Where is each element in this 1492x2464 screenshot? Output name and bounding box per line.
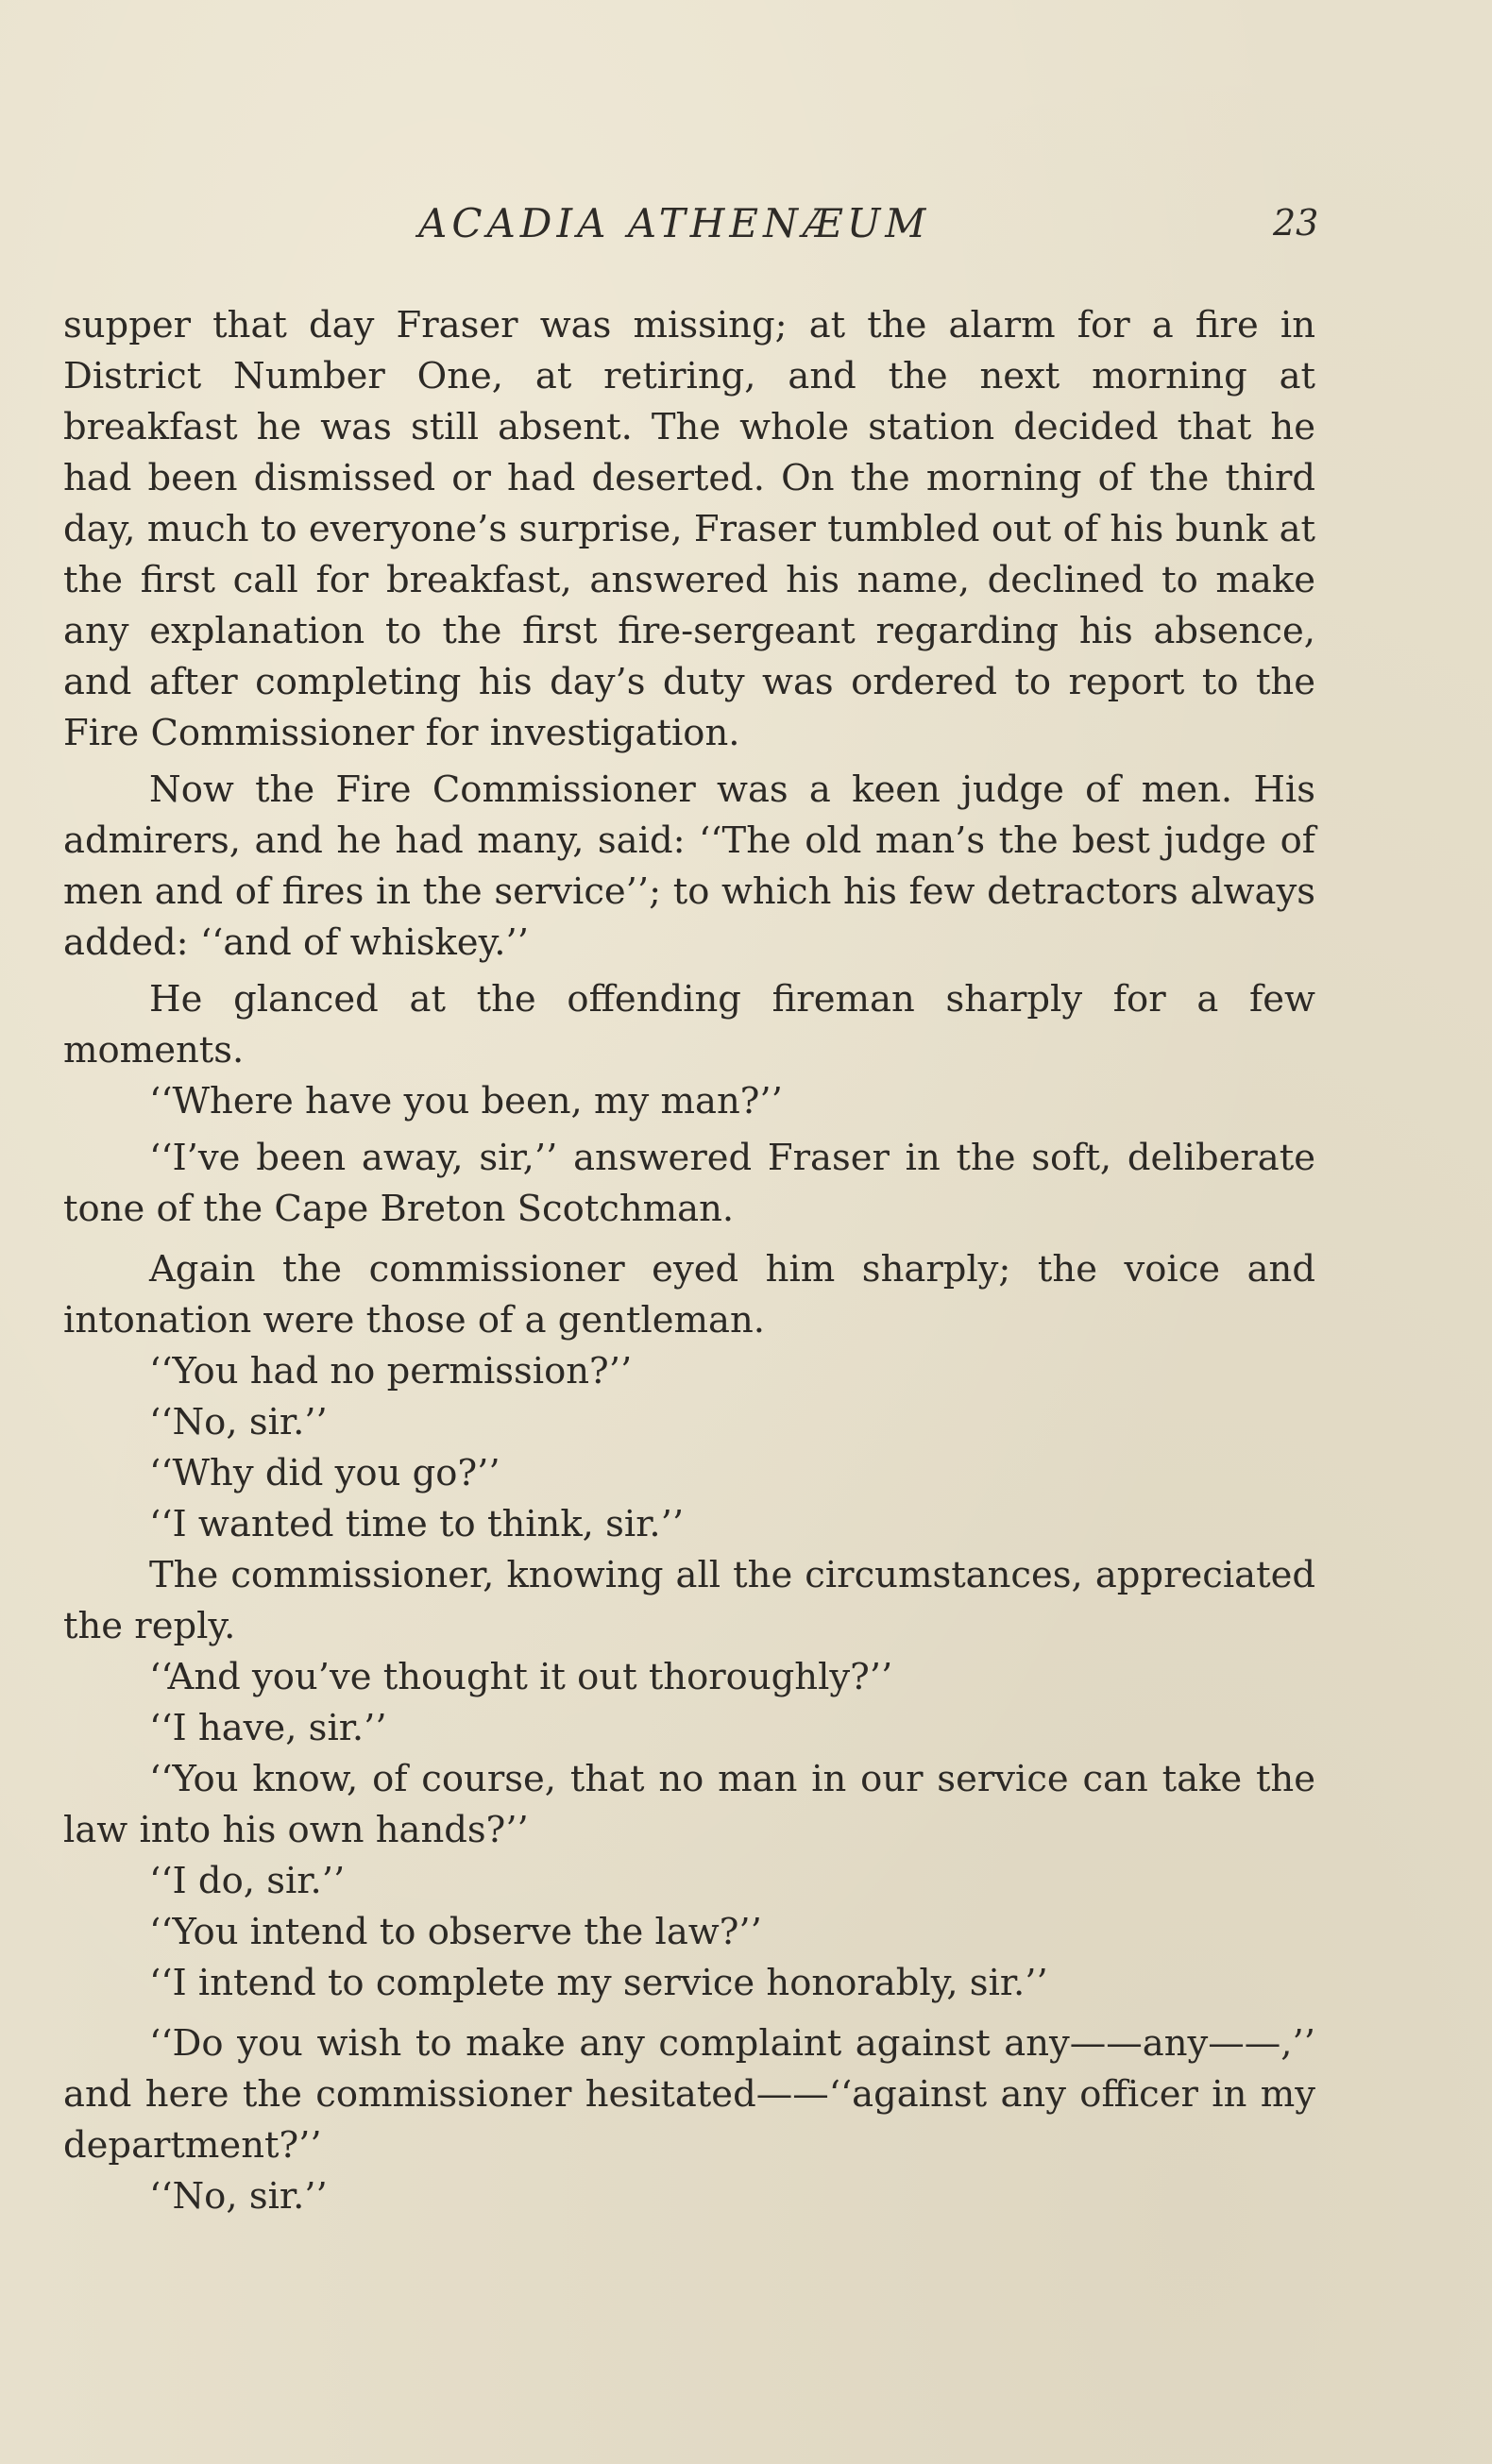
paragraph: Again the commissioner eyed him sharply; the voice and intonation were those of a gentleman. xyxy=(63,1248,1315,1342)
dialogue-line: ‘‘Do you wish to make any complaint against any——any——,’’ and here the commissioner hesitated——‘‘against any officer in my department?’’ xyxy=(63,2022,1315,2167)
page-number: 23 xyxy=(1273,202,1319,244)
dialogue-line: ‘‘I do, sir.’’ xyxy=(149,1860,346,1902)
paragraph-continued: supper that day Fraser was missing; at the alarm for a fire in District Number One, at retiring, and the next morning at breakfast he was still absent. The whole station decided that he had been dismissed or had deserted. On the morning of the third day, much to everyone’s surprise, Fraser tumbled out of his bunk at the first call for breakfast, answered his name, declined to make any explanation to the first fire-sergeant regarding his absence, and after completing his day’s duty was ordered to report to the Fire Commissioner for investigation. xyxy=(63,304,1315,754)
dialogue-line: ‘‘You intend to observe the law?’’ xyxy=(149,1911,762,1953)
paragraph: Now the Fire Commissioner was a keen judge of men. His admirers, and he had many, said: ‘‘The old man’s the best judge of men and of fires in the service’’; to which his few detractors always added: ‘‘and of whiskey.’’ xyxy=(63,768,1315,964)
dialogue-line: ‘‘I wanted time to think, sir.’’ xyxy=(149,1503,685,1545)
paragraph: He glanced at the offending fireman sharply for a few moments. xyxy=(63,978,1315,1072)
body-text xyxy=(63,300,1315,2222)
dialogue-line: ‘‘You know, of course, that no man in our service can take the law into his own hands?’’ xyxy=(63,1758,1315,1851)
dialogue-line: ‘‘I intend to complete my service honorably, sir.’’ xyxy=(149,1962,1048,2004)
dialogue-line: ‘‘I have, sir.’’ xyxy=(149,1707,387,1749)
dialogue-line: ‘‘Where have you been, my man?’’ xyxy=(149,1080,783,1122)
running-title: ACADIA ATHENÆUM xyxy=(418,200,931,246)
paragraph: The commissioner, knowing all the circumstances, appreciated the reply. xyxy=(63,1554,1315,1647)
dialogue-line: ‘‘No, sir.’’ xyxy=(149,2175,328,2218)
dialogue-line: ‘‘And you’ve thought it out thoroughly?’’ xyxy=(149,1656,893,1698)
dialogue-line: ‘‘Why did you go?’’ xyxy=(149,1452,500,1494)
running-header xyxy=(0,200,1492,257)
dialogue-line: ‘‘I’ve been away, sir,’’ answered Fraser in the soft, deliberate tone of the Cape Breton Scotchman. xyxy=(63,1137,1315,1230)
dialogue-line: ‘‘You had no permission?’’ xyxy=(149,1350,633,1392)
dialogue-line: ‘‘No, sir.’’ xyxy=(149,1401,328,1443)
